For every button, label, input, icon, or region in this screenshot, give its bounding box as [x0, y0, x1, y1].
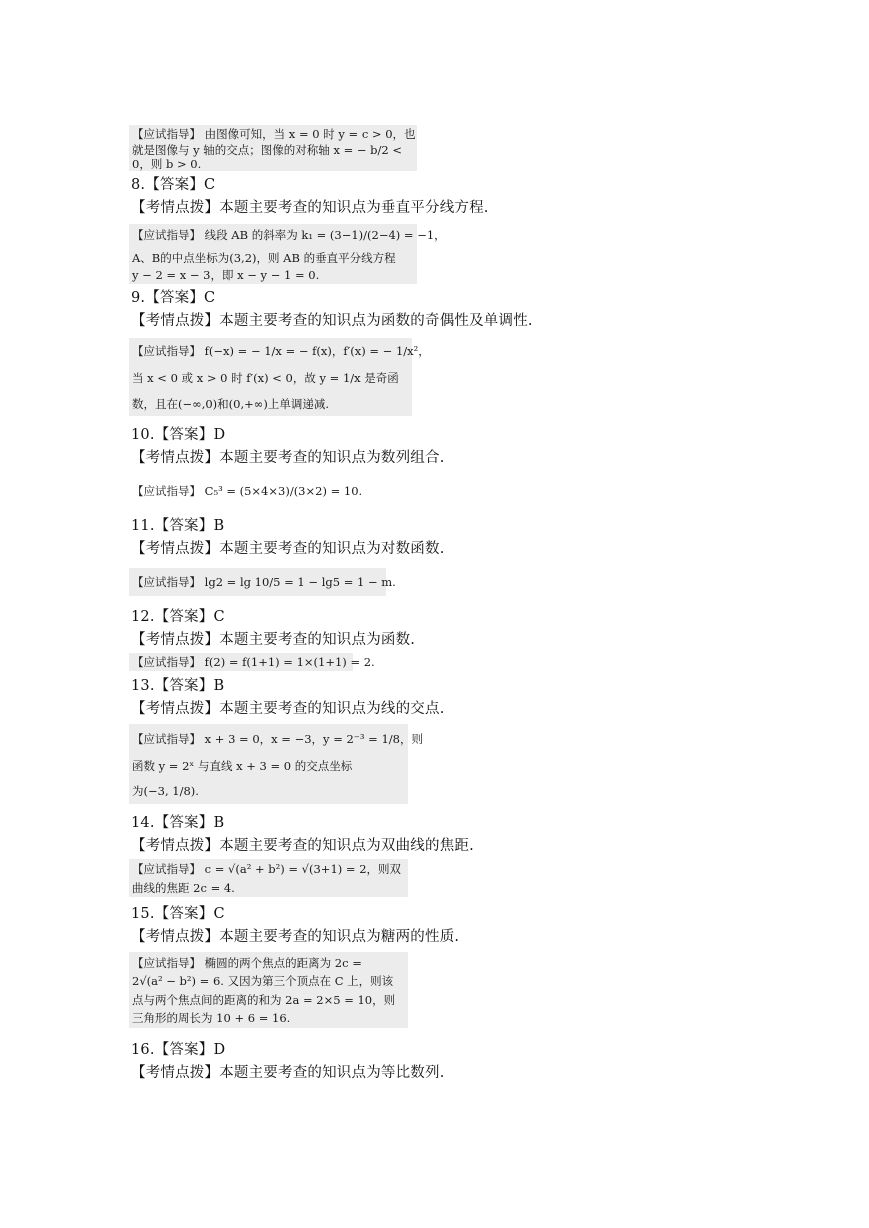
- guide-line: 【应试指导】 f(2) = f(1+1) = 1×(1+1) = 2.: [132, 655, 375, 669]
- guide-line: 【应试指导】 线段 AB 的斜率为 k₁ = (3−1)/(2−4) = −1，: [132, 228, 446, 242]
- point-10: 【考情点拨】本题主要考查的知识点为数列组合.: [131, 450, 445, 466]
- guide-line: 【应试指导】 c = √(a² + b²) = √(3+1) = 2，则双: [132, 862, 402, 876]
- guide-line: 【应试指导】 x + 3 = 0，x = −3，y = 2⁻³ = 1/8，则: [132, 732, 423, 746]
- guide-image-q9: [129, 338, 430, 416]
- guide-line: 点与两个焦点间的距离的和为 2a = 2×5 = 10，则: [132, 993, 396, 1007]
- guide-line: 【应试指导】 椭圆的两个焦点的距离为 2c =: [132, 956, 362, 970]
- answer-11: 11.【答案】B: [131, 518, 225, 534]
- guide-line: 曲线的焦距 2c = 4.: [132, 881, 235, 895]
- guide-line: 【应试指导】 由图像可知，当 x = 0 时 y = c > 0，也: [132, 127, 416, 141]
- guide-image-q12: [129, 653, 375, 671]
- answer-8: 8.【答案】C: [131, 177, 216, 193]
- guide-line: 2√(a² − b²) = 6. 又因为第三个顶点在 C 上，则该: [132, 974, 394, 988]
- point-9: 【考情点拨】本题主要考查的知识点为函数的奇偶性及单调性.: [131, 313, 533, 329]
- guide-image-q14: [129, 859, 408, 897]
- guide-image-q13: [129, 724, 423, 804]
- point-15: 【考情点拨】本题主要考查的知识点为糖两的性质.: [131, 929, 460, 945]
- answer-14: 14.【答案】B: [131, 815, 225, 831]
- point-11: 【考情点拨】本题主要考查的知识点为对数函数.: [131, 541, 445, 557]
- answer-13: 13.【答案】B: [131, 678, 225, 694]
- guide-image-q11: [129, 568, 396, 596]
- guide-line: 【应试指导】 f(−x) = − 1/x = − f(x)，f′(x) = − 1/x²，: [132, 344, 430, 358]
- point-8: 【考情点拨】本题主要考查的知识点为垂直平分线方程.: [131, 200, 489, 216]
- guide-line: 为(−3, 1/8).: [132, 784, 199, 798]
- answer-9: 9.【答案】C: [131, 290, 216, 306]
- guide-line: 【应试指导】 lg2 = lg 10/5 = 1 − lg5 = 1 − m.: [132, 575, 396, 589]
- point-14: 【考情点拨】本题主要考查的知识点为双曲线的焦距.: [131, 838, 474, 854]
- point-16: 【考情点拨】本题主要考查的知识点为等比数列.: [131, 1065, 445, 1081]
- guide-line: 函数 y = 2ˣ 与直线 x + 3 = 0 的交点坐标: [132, 759, 353, 773]
- point-12: 【考情点拨】本题主要考查的知识点为函数.: [131, 632, 416, 648]
- guide-line: y − 2 = x − 3，即 x − y − 1 = 0.: [132, 268, 320, 282]
- guide-image-q10: [129, 476, 363, 506]
- guide-line: A、B的中点坐标为(3,2)，则 AB 的垂直平分线方程: [132, 251, 396, 265]
- guide-image-q15: [129, 952, 408, 1028]
- point-13: 【考情点拨】本题主要考查的知识点为线的交点.: [131, 701, 445, 717]
- answer-12: 12.【答案】C: [131, 609, 225, 625]
- guide-image-q8: [129, 224, 446, 284]
- guide-image-q7: [129, 125, 417, 171]
- guide-line: 数，且在(−∞,0)和(0,+∞)上单调递减.: [132, 397, 329, 411]
- answer-15: 15.【答案】C: [131, 906, 225, 922]
- guide-line: 就是图像与 y 轴的交点；图像的对称轴 x = − b/2 <: [132, 143, 403, 157]
- answer-16: 16.【答案】D: [131, 1042, 226, 1058]
- answer-10: 10.【答案】D: [131, 427, 226, 443]
- guide-line: 0，则 b > 0.: [132, 157, 202, 171]
- guide-line: 三角形的周长为 10 + 6 = 16.: [132, 1011, 291, 1025]
- guide-line: 【应试指导】 C₅³ = (5×4×3)/(3×2) = 10.: [132, 484, 363, 498]
- guide-line: 当 x < 0 或 x > 0 时 f′(x) < 0，故 y = 1/x 是奇函: [132, 371, 399, 385]
